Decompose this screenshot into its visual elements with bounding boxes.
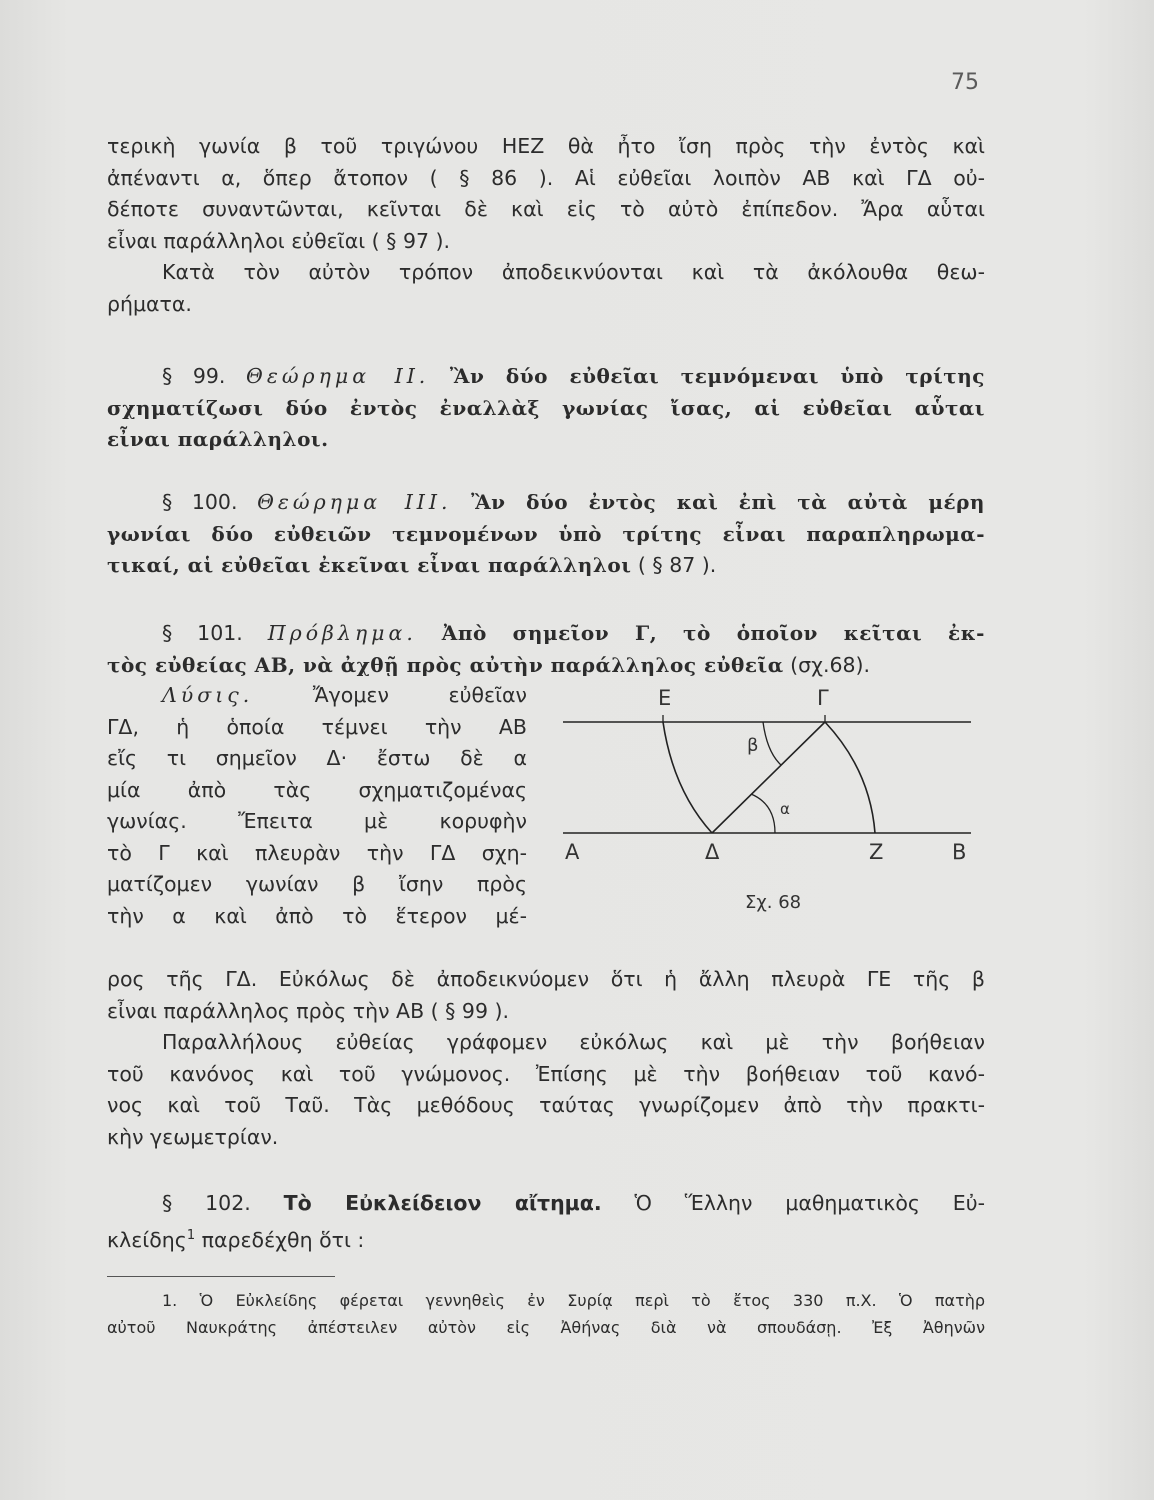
footnote-line: αὐτοῦ Ναυκράτης ἀπέστειλεν αὐτὸν εἰς Ἀθήνας διὰ νὰ σπουδάσῃ. Ἐξ Ἀθηνῶν [107,1317,985,1337]
label-B: Β [952,840,967,864]
solution-label: Λύσις. [162,683,254,707]
figure-caption: Σχ. 68 [745,892,802,913]
problem-text: τὸς εὐθείας ΑΒ, νὰ ἀχθῇ πρὸς αὐτὴν παράλληλος εὐθεῖα [107,652,784,677]
label-beta: β [747,735,759,756]
figure-drawing [555,680,985,920]
figure-68 [555,680,985,920]
text-line: εἶναι παράλληλοι εὐθεῖαι ( § 97 ). [107,228,451,253]
label-Z: Ζ [869,840,884,864]
solution-paragraph [107,680,527,932]
section-number: § 100. [162,490,238,514]
angle-alpha-arc [751,794,775,833]
theorem-99 [107,361,985,456]
theorem-text: εἶναι παράλληλοι. [107,427,329,451]
section-label: Θεώρημα II. [246,364,430,388]
text-line: δέποτε συναντῶνται, κεῖνται δὲ καὶ εἰς τὸ αὐτὸ ἐπίπεδον. Ἄρα αὗται [107,197,985,221]
label-G: Γ [817,686,829,710]
text-line: τὸ Γ καὶ πλευρὰν τὴν ΓΔ σχη- [107,840,527,865]
angle-beta-arc [763,722,781,765]
theorem-100 [107,487,985,582]
section-number: § 99. [162,364,226,388]
text-line: παρεδέχθη ὅτι : [195,1227,365,1252]
text-line: τοῦ κανόνος καὶ τοῦ γνώμονος. Ἐπίσης μὲ τὴν βοήθειαν τοῦ κανό- [107,1061,985,1086]
text-line: κλείδης [107,1227,187,1252]
text-line: Ὁ Ἕλλην μαθηματικὸς Εὐ- [634,1191,985,1215]
text-line: Κατὰ τὸν αὐτὸν τρόπον ἀποδεικνύονται καὶ τὰ ἀκόλουθα θεω- [162,260,985,284]
footnote-marker: 1 [186,1227,196,1243]
label-alpha: α [780,800,790,818]
page-number: 75 [951,70,979,95]
section-number: § 101. [162,621,243,645]
text-line: τὴν α καὶ ἀπὸ τὸ ἕτερον μέ- [107,903,527,928]
text-line: Ἄγομεν εὐθεῖαν [312,683,527,707]
theorem-text: Ἂν δύο ἐντὸς καὶ ἐπὶ τὰ αὐτὰ μέρη [471,490,985,514]
text-line: ΓΔ, ἡ ὁποία τέμνει τὴν ΑΒ [107,714,527,739]
text-line: ρος τῆς ΓΔ. Εὐκόλως δὲ ἀποδεικνύομεν ὅτι ἡ ἄλλη πλευρὰ ΓΕ τῆς β [107,967,985,991]
section-label: Πρόβλημα. [267,621,417,645]
figure-reference: (σχ.68). [790,652,871,677]
after-figure-text [107,964,985,1153]
section-title: Τὸ Εὐκλείδειον αἴτημα. [283,1191,602,1215]
footnote [107,1288,985,1341]
section-reference: ( § 87 ). [637,553,717,577]
text-line: εἴς τι σημεῖον Δ· ἔστω δὲ α [107,746,527,770]
theorem-text: γωνίαι δύο εὐθειῶν τεμνομένων ὑπὸ τρίτης εἶναι παραπληρωμα- [107,521,985,546]
footnote-line: 1. Ὁ Εὐκλείδης φέρεται γεννηθεὶς ἐν Συρίᾳ περὶ τὸ ἔτος 330 π.Χ. Ὁ πατὴρ [162,1291,985,1310]
text-line: κὴν γεωμετρίαν. [107,1124,279,1149]
section-number: § 102. [162,1191,251,1215]
theorem-text: σχηματίζωσι δύο ἐντὸς ἐναλλὰξ γωνίας ἴσας, αἱ εὐθεῖαι αὗται [107,395,985,420]
label-E: Ε [658,686,672,710]
text-line: μία ἀπὸ τὰς σχηματιζομένας [107,777,527,802]
text-line: ἀπέναντι α, ὅπερ ἄτοπον ( § 86 ). Αἱ εὐθεῖαι λοιπὸν ΑΒ καὶ ΓΔ οὐ- [107,165,985,190]
label-A: Α [565,840,580,864]
arc-G-Z [825,722,875,833]
text-line: τερικὴ γωνία β τοῦ τριγώνου ΗΕΖ θὰ ἦτο ἴση πρὸς τὴν ἐντὸς καὶ [107,134,985,158]
line-GD [712,722,825,833]
section-102 [107,1188,985,1256]
theorem-text: τικαί, αἱ εὐθεῖαι ἐκεῖναι εἶναι παράλληλοι [107,553,632,577]
text-line: ματίζομεν γωνίαν β ἴσην πρὸς [107,872,527,896]
text-line: νος καὶ τοῦ Ταῦ. Τὰς μεθόδους ταύτας γνωρίζομεν ἀπὸ τὴν πρακτι- [107,1093,985,1117]
intro-paragraph [107,131,985,320]
theorem-text: Ἂν δύο εὐθεῖαι τεμνόμεναι ὑπὸ τρίτης [449,364,985,388]
text-line: εἶναι παράλληλος πρὸς τὴν ΑΒ ( § 99 ). [107,998,510,1023]
text-line: ρήματα. [107,291,192,316]
text-line: γωνίας. Ἔπειτα μὲ κορυφὴν [107,809,527,833]
problem-101 [107,618,985,681]
text-line: Παραλλήλους εὐθείας γράφομεν εὐκόλως καὶ μὲ τὴν βοήθειαν [162,1030,985,1054]
footnote-divider [107,1276,335,1277]
arc-E-D [663,722,712,833]
label-D: Δ [705,840,720,864]
problem-text: Ἀπὸ σημεῖον Γ, τὸ ὁποῖον κεῖται ἐκ- [441,621,985,645]
section-label: Θεώρημα III. [257,490,452,514]
